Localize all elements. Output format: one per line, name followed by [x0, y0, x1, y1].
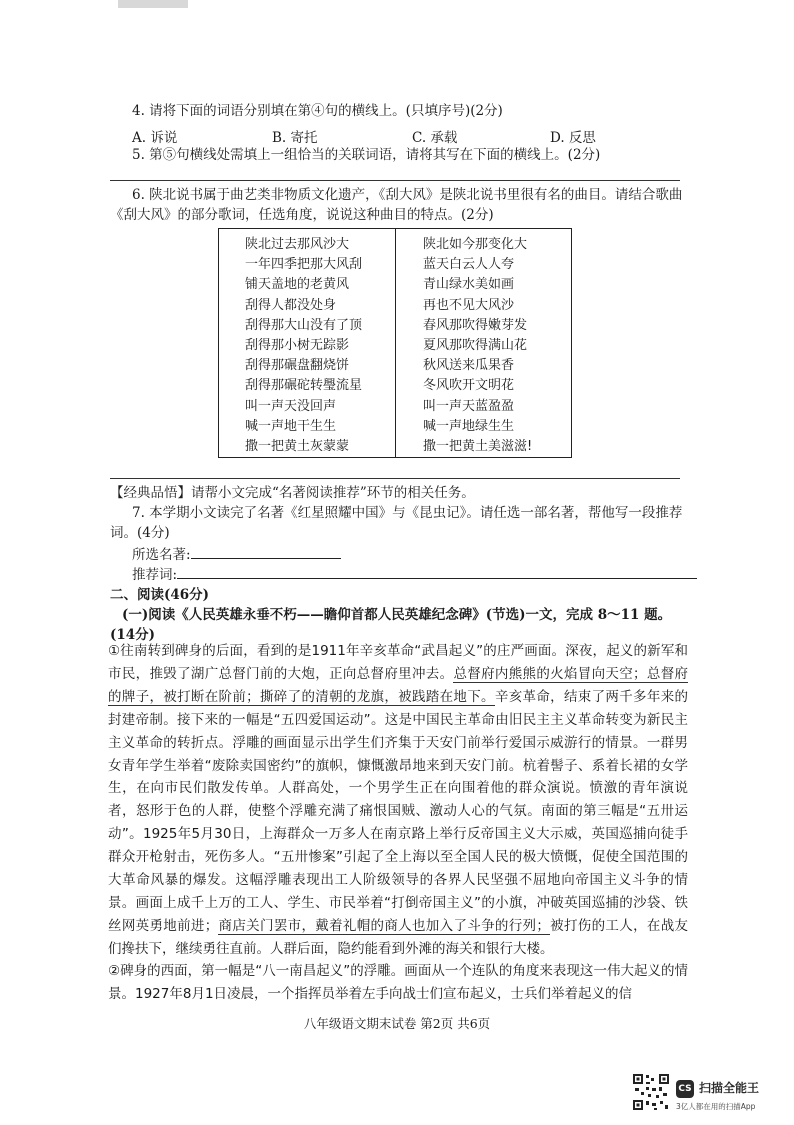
lyric-line: 刮得那碾盘翻烧饼: [245, 358, 350, 374]
question-7-stem-line1: 7. 本学期小文读完了名著《红星照耀中国》与《昆虫记》。请任选一部名著，帮他写一段推荐: [132, 505, 683, 521]
question-7-book-field: [132, 546, 341, 564]
option-a: A. 诉说: [132, 130, 178, 146]
lyric-line: 再也不见大风沙: [423, 297, 515, 313]
lyric-line: 撒一把黄土灰蒙蒙: [245, 438, 350, 454]
lyric-line: 撒一把黄土美滋滋!: [423, 438, 533, 454]
lyric-line: 秋风送来瓜果香: [423, 358, 515, 374]
book-blank[interactable]: [191, 546, 341, 559]
lyric-line: 春风那吹得嫩芽发: [423, 317, 528, 333]
passage-paragraph-2: ②碑身的西面，第一幅是“八一南昌起义”的浮雕。画面从一个连队的角度来表现这一伟大起义的情景。1927年8月1日凌晨，一个指挥员举着左手向战士们宣布起义，士兵们举着起义的信: [108, 963, 688, 1002]
question-5-stem: 5. 第⑤句横线处需填上一组恰当的关联词语，请将其写在下面的横线上。(2分): [132, 147, 601, 163]
lyric-line: 叫一声天没回声: [245, 398, 337, 414]
lyric-line: 喊一声地干生生: [245, 418, 337, 434]
cs-logo-icon: CS: [676, 1080, 694, 1098]
recommend-blank[interactable]: [177, 566, 697, 579]
lyric-line: 刮得那碾砣转璺流星: [245, 378, 363, 394]
lyric-line: 夏风那吹得满山花: [423, 337, 528, 353]
option-c: C. 承载: [412, 130, 458, 146]
section-2-subtitle: (一)阅读《人民英雄永垂不朽——瞻仰首都人民英雄纪念碑》(节选)一文，完成 8～11 题。: [122, 607, 672, 623]
classic-section-title: 【经典品悟】请帮小文完成“名著阅读推荐”环节的相关任务。: [110, 485, 475, 501]
lyric-line: 刮得那大山没有了顶: [245, 317, 363, 333]
passage-text: ①往南转到碑身的后面，看到的是1911年辛亥革命“武昌起义”的庄严画面。深夜，起义的新军和市民，推毁了湖广总督门前的大炮，正向总督府里冲去。: [108, 643, 688, 682]
question-7-recommend-field: [132, 566, 697, 584]
lyric-line: 喊一声地绿生生: [423, 418, 515, 434]
lyrics-table: [218, 228, 572, 458]
question-6-stem-line1: 6. 陕北说书属于曲艺类非物质文化遗产，《刮大风》是陕北说书里很有名的曲目。请结合歌曲: [132, 187, 683, 203]
qr-code-icon: [632, 1073, 670, 1111]
scanner-app-tagline: 3亿人都在用的扫描App: [676, 1102, 756, 1111]
book-field-label: 所选名著:: [132, 547, 191, 563]
section-2-score: (14分): [110, 627, 156, 643]
answer-line: [110, 180, 680, 181]
page-footer: 八年级语文期末试卷 第2页 共6页: [303, 1016, 491, 1031]
lyric-line: 刮得人都没处身: [245, 297, 337, 313]
passage-text: 辛亥革命，结束了两千多年来的封建帝制。接下来的一幅是“五四爱国运动”。这是中国民主革命由旧民主主义革命转变为新民主主义革命的转折点。浮雕的画面显示出学生们齐集于天安门前举行爱国示威游行的情景。一群男女青年学生举着“废除卖国密约”的旗帜，慷慨激昂地来到天安门前。杭着髻子、系着长裙的女学生，在向市民们散发传单。人群高处，一个男学生正在向围着他的群众演说。愤激的青年演说者，怒形于色的人群，使整个浮雕充满了痛恨国贼、激动人心的气氛。南面的第三幅是“五卅运动”。1925年5月30日，上海群众一万多人在南京路上举行反帝国主义大示威，英国巡捕向徒手群众开枪射击，死伤多人。“五卅惨案”引起了全上海以至全国人民的极大愤慨，促使全国范围的大革命风暴的爆发。这幅浮雕表现出工人阶级领导的各界人民坚强不屈地向帝国主义斗争的情景。画面上成千上万的工人、学生、市民举着“打倒帝国主义”的小旗，冲破英国巡捕的沙袋、铁丝网英勇地前进；: [108, 688, 689, 934]
recommend-field-label: 推荐词:: [132, 567, 178, 583]
lyric-line: 蓝天白云人人夸: [423, 257, 515, 273]
lyrics-right-column: [423, 235, 573, 457]
scanner-app-name: 扫描全能王: [699, 1081, 760, 1095]
answer-line: [110, 478, 680, 479]
question-7-stem-line2: 词。(4分): [110, 525, 170, 541]
lyric-line: 一年四季把那大风刮: [245, 257, 363, 273]
lyrics-divider: [395, 229, 396, 457]
lyric-line: 冬风吹开文明花: [423, 378, 515, 394]
section-2-title: 二、阅读(46分): [110, 587, 210, 603]
underlined-sentence: 商店关门罢市，戴着礼帽的商人也加入了斗争的行列；: [218, 917, 550, 934]
lyrics-left-column: [245, 235, 395, 457]
scan-edge-mark: [118, 0, 198, 8]
passage-text: 被打伤的工人，在战友们搀扶下，继续勇往直前。人群后面，隐约能看到外滩的海关和银行大楼。: [108, 917, 689, 957]
question-6-stem-line2: 《刮大风》的部分歌词，任选角度，说说这种曲目的特点。(2分): [110, 207, 494, 223]
lyric-line: 陕北过去那风沙大: [245, 237, 350, 252]
lyric-line: 陕北如今那变化大: [423, 237, 528, 252]
lyric-line: 铺天盖地的老黄风: [245, 277, 350, 293]
lyric-line: 青山绿水美如画: [423, 277, 515, 293]
lyric-line: 刮得那小树无踪影: [245, 337, 350, 353]
option-b: B. 寄托: [272, 130, 318, 146]
question-4-stem: 4. 请将下面的词语分别填在第④句的横线上。(只填序号)(2分): [132, 103, 503, 119]
passage-paragraph-1: [108, 640, 688, 961]
lyric-line: 叫一声天蓝盈盈: [423, 398, 515, 414]
underlined-sentence: 总督府内熊熊的火焰冒向天空；总督府的牌子，被打断在阶前；撕碎了的清朝的龙旗，被践踏在地下。: [108, 665, 689, 705]
option-d: D. 反思: [550, 130, 596, 146]
